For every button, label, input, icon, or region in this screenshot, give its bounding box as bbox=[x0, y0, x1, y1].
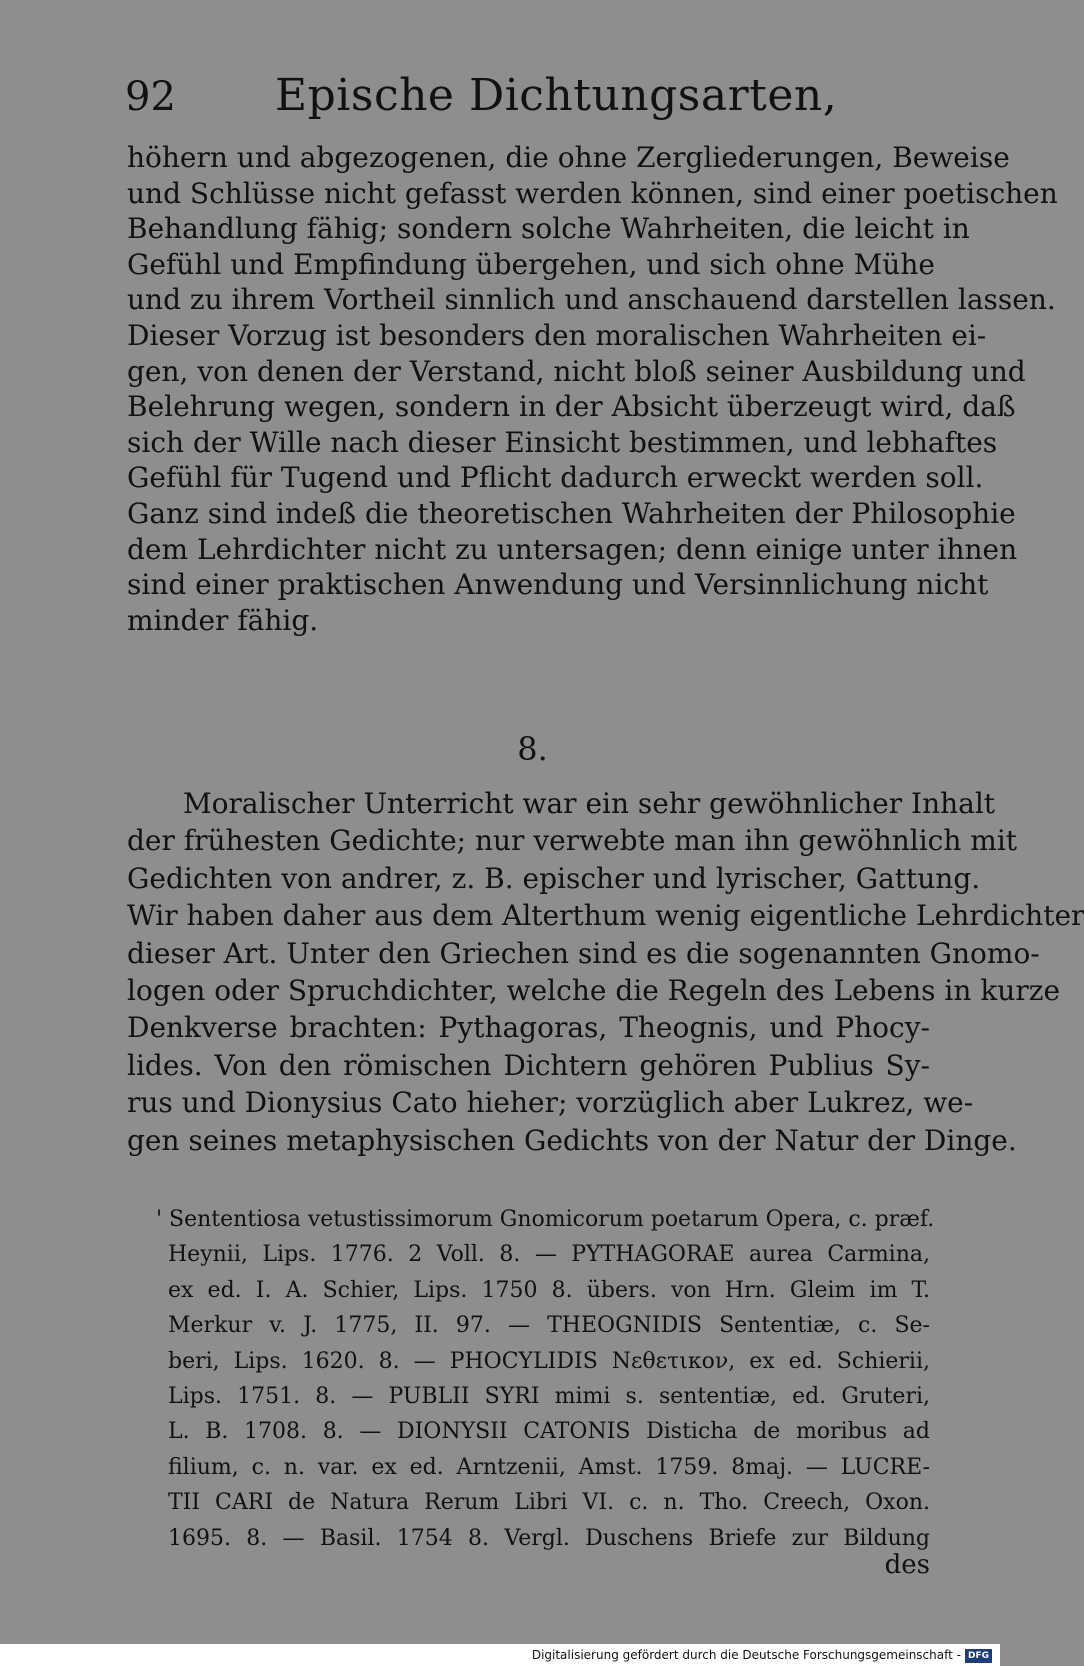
text-line: Gefühl für Tugend und Pflicht dadurch erweckt werden soll. bbox=[127, 461, 984, 495]
text-line: logen oder Spruchdichter, welche die Regeln des Lebens in kurze bbox=[127, 974, 1061, 1008]
text-line: lides. Von den römischen Dichtern gehören Publius Sy- bbox=[127, 1048, 930, 1082]
text-line: Gefühl und Empfindung übergehen, und sich ohne Mühe bbox=[127, 247, 935, 281]
page-number: 92 bbox=[125, 74, 176, 120]
text-line: gen seines metaphysischen Gedichts von der Natur der Dinge. bbox=[127, 1123, 1017, 1157]
text-line: gen, von denen der Verstand, nicht bloß seiner Ausbildung und bbox=[127, 354, 1026, 388]
text-line: Belehrung wegen, sondern in der Absicht überzeugt wird, daß bbox=[127, 390, 1016, 424]
text-line: Behandlung fähig; sondern solche Wahrheiten, die leicht in bbox=[127, 212, 970, 246]
page-header bbox=[125, 62, 925, 122]
section-number: 8. bbox=[517, 730, 548, 768]
digitization-footer bbox=[0, 1644, 1000, 1666]
text-line: und Schlüsse nicht gefasst werden können, sind einer poetischen bbox=[127, 176, 1058, 210]
text-line: Dieser Vorzug ist besonders den moralischen Wahrheiten ei- bbox=[127, 318, 987, 352]
footnote-line: 1695. 8. — Basil. 1754 8. Vergl. Duschens Briefe zur Bildung bbox=[168, 1525, 930, 1551]
footnote-line: Lips. 1751. 8. — PUBLII SYRI mimi s. sententiæ, ed. Gruteri, bbox=[168, 1384, 930, 1410]
footer-text: Digitalisierung gefördert durch die Deutsche Forschungsgemeinschaft - bbox=[531, 1648, 961, 1662]
footnote-line: TII CARI de Natura Rerum Libri VI. c. n. Tho. Creech, Oxon. bbox=[168, 1490, 930, 1516]
text-line: Wir haben daher aus dem Alterthum wenig eigentliche Lehrdichter bbox=[127, 899, 1084, 933]
footnote-line: filium, c. n. var. ex ed. Arntzenii, Amst. 1759. 8maj. — LUCRE- bbox=[168, 1454, 930, 1480]
footnote-line: ' Sententiosa vetustissimorum Gnomicorum poetarum Opera, c. præf. bbox=[156, 1207, 935, 1232]
text-line: Moralischer Unterricht war ein sehr gewöhnlicher Inhalt bbox=[183, 787, 996, 820]
footnote-line: ex ed. I. A. Schier, Lips. 1750 8. übers. von Hrn. Gleim im T. bbox=[168, 1277, 930, 1303]
paragraph-1 bbox=[127, 140, 1058, 638]
text-line: minder fähig. bbox=[127, 603, 319, 637]
text-line: rus und Dionysius Cato hieher; vorzüglich aber Lukrez, we- bbox=[127, 1086, 974, 1120]
text-line: sich der Wille nach dieser Einsicht bestimmen, und lebhaftes bbox=[127, 425, 998, 459]
text-line: der frühesten Gedichte; nur verwebte man ihn gewöhnlich mit bbox=[127, 824, 1018, 858]
footnote-line: Merkur v. J. 1775, II. 97. — THEOGNIDIS Sententiæ, c. Se- bbox=[168, 1313, 930, 1339]
footnote-line: L. B. 1708. 8. — DIONYSII CATONIS Disticha de moribus ad bbox=[168, 1419, 930, 1445]
text-line: höhern und abgezogenen, die ohne Zergliederungen, Beweise bbox=[127, 141, 1010, 174]
text-line: Ganz sind indeß die theoretischen Wahrheiten der Philosophie bbox=[127, 496, 1016, 530]
footnote bbox=[156, 1202, 935, 1556]
text-line: und zu ihrem Vortheil sinnlich und anschauend darstellen lassen. bbox=[127, 283, 1056, 317]
catchword: des bbox=[884, 1550, 930, 1580]
footnote-line: beri, Lips. 1620. 8. — PHOCYLIDIS Νεθετικον, ex ed. Schierii, bbox=[168, 1348, 930, 1374]
footnote-line: Heynii, Lips. 1776. 2 Voll. 8. — PYTHAGORAE aurea Carmina, bbox=[168, 1242, 930, 1268]
text-line: sind einer praktischen Anwendung und Versinnlichung nicht bbox=[127, 568, 989, 602]
paragraph-2 bbox=[127, 785, 1084, 1159]
text-line: Denkverse brachten: Pythagoras, Theognis, und Phocy- bbox=[127, 1011, 930, 1045]
text-line: dem Lehrdichter nicht zu untersagen; denn einige unter ihnen bbox=[127, 532, 1018, 566]
running-title: Epische Dichtungsarten, bbox=[275, 70, 838, 121]
text-line: Gedichten von andrer, z. B. epischer und lyrischer, Gattung. bbox=[127, 861, 981, 895]
text-line: dieser Art. Unter den Griechen sind es die sogenannten Gnomo- bbox=[127, 936, 1040, 970]
dfg-logo: DFG bbox=[965, 1649, 992, 1663]
